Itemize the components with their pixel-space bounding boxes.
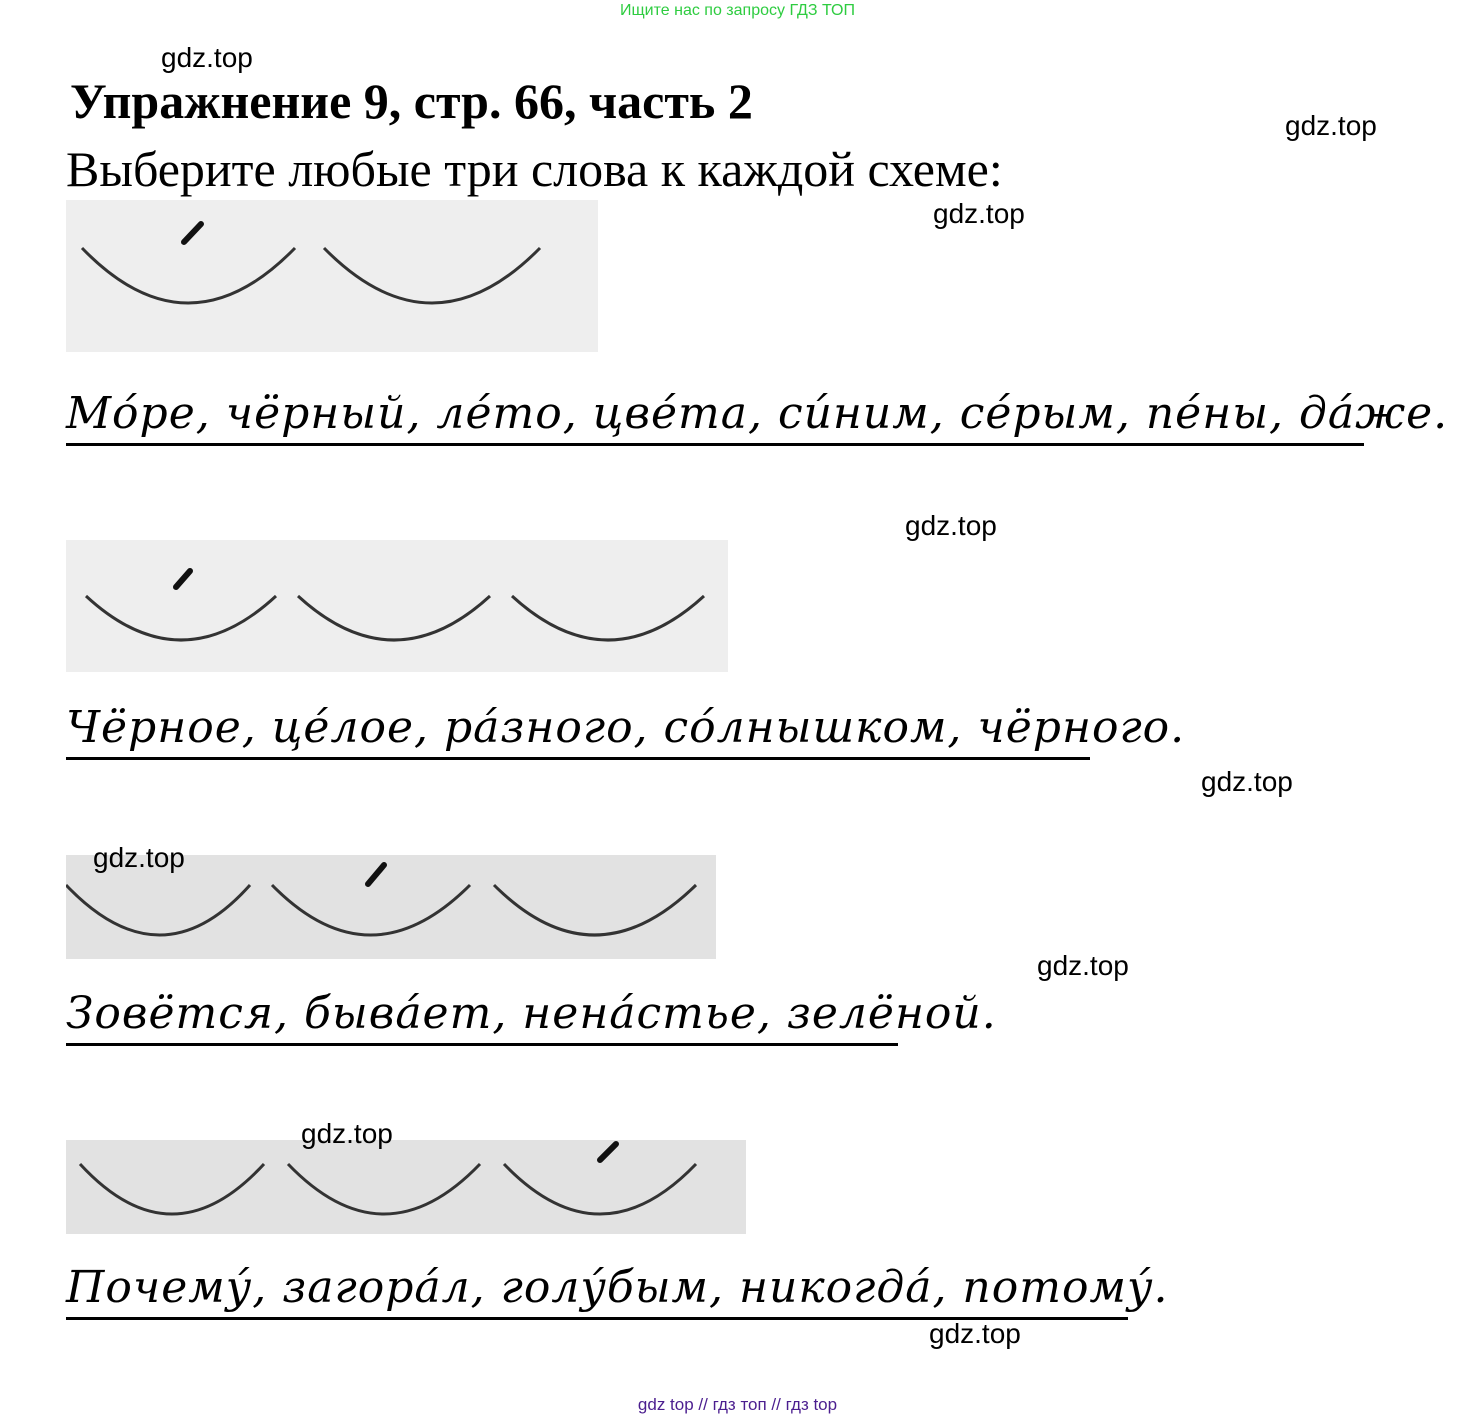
- stress-scheme-4: [66, 1140, 746, 1234]
- footer-links[interactable]: gdz top // гдз топ // гдз top: [637, 1395, 838, 1414]
- answer-line-2: Чёрное, це́лое, ра́зного, со́лнышком, чёрного.: [66, 702, 1090, 760]
- watermark: gdz.top: [301, 1118, 393, 1149]
- stress-scheme-1: [66, 200, 598, 352]
- watermark: gdz.top: [1285, 110, 1377, 141]
- answer-line-1: Мо́ре, чёрный, ле́то, цве́та, си́ним, се́рым, пе́ны, да́же.: [66, 388, 1364, 446]
- answer-line-3: Зовётся, быва́ет, нена́стье, зелёной.: [66, 988, 898, 1046]
- watermark: gdz.top: [933, 198, 1025, 229]
- answer-line-4: Почему́, загора́л, голу́бым, никогда́, потому́.: [66, 1262, 1128, 1320]
- watermark: gdz.top: [93, 842, 185, 873]
- watermark: gdz.top: [161, 42, 253, 73]
- task-instruction: Выберите любые три слова к каждой схеме:: [66, 141, 1003, 197]
- watermark: gdz.top: [1037, 950, 1129, 981]
- exercise-title: Упражнение 9, стр. 66, часть 2: [70, 73, 753, 129]
- stress-scheme-2: [66, 540, 728, 672]
- watermark: gdz.top: [929, 1318, 1021, 1349]
- watermark: gdz.top: [1201, 766, 1293, 797]
- top-banner: Ищите нас по запросу ГДЗ ТОП: [620, 2, 855, 19]
- watermark: gdz.top: [905, 510, 997, 541]
